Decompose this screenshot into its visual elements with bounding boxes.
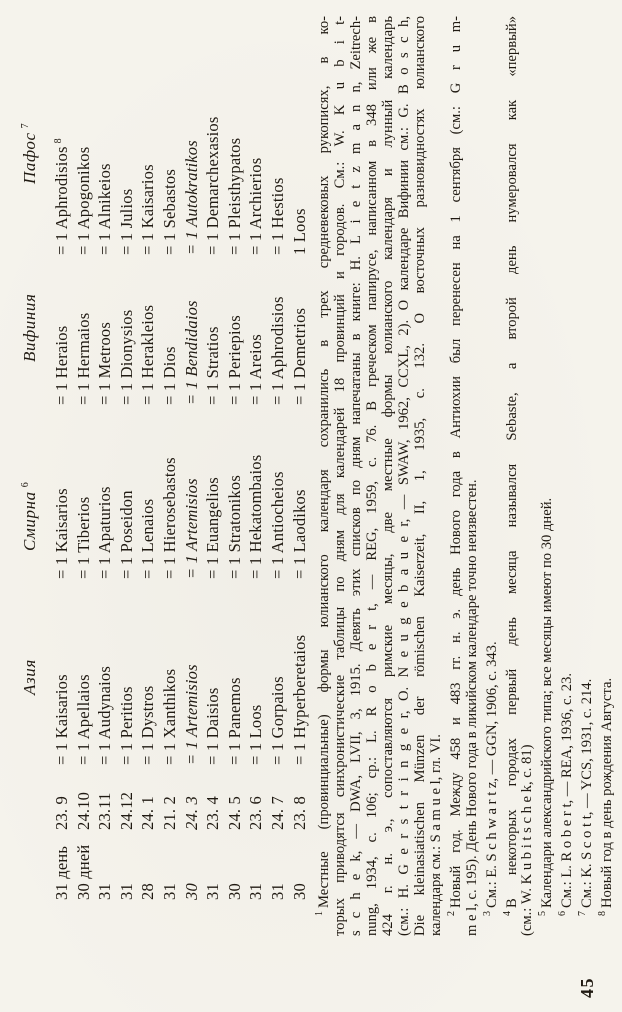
asia-month-cell: = 1 Hyperberetaios: [289, 634, 309, 765]
paphos-month-text: = 1 Archierios: [246, 157, 266, 255]
table-row: [95, 0, 117, 900]
bithynia-month-cell: = 1 Heraios: [52, 325, 71, 405]
smyrna-month-cell: = 1 Stratonikos: [224, 475, 244, 579]
asia-month-cell: = 1 Dystros: [138, 685, 158, 765]
bithynia-month-cell: = 1 Periepios: [224, 315, 244, 405]
bithynia-month-cell: = 1 Bendidaios: [181, 300, 201, 405]
smyrna-month-cell: = 1 Lenaios: [138, 498, 158, 579]
footnote-line: [480, 16, 500, 936]
footnote-text: календаря см.: S a m u e l, гл. VI.: [427, 734, 444, 936]
smyrna-month-cell: = 1 Apaturios: [95, 486, 115, 579]
column-header-asia-label: Азия: [20, 659, 39, 695]
asia-month-cell: = 1 Kaisarios: [52, 674, 71, 765]
footnote-line: [595, 16, 615, 936]
footnote-text: nung, 1934, с. 106; ср.: L. R o b e r t, — REG, 1959, с. 76. В греческом папирусе, написанном в 348 или же в: [363, 16, 380, 936]
julian-date-cell: 23. 9: [52, 796, 71, 830]
bithynia-month-cell: = 1 Aphrodisios: [267, 296, 287, 405]
calendar-concordance-table: [52, 0, 311, 900]
table-row: [290, 0, 312, 900]
paphos-month-text: = 1 Kaisarios: [138, 164, 158, 255]
footnote-line: [444, 16, 464, 936]
days-cell: 31: [246, 883, 266, 900]
table-row: [268, 0, 290, 900]
paphos-month-text: = 1 Pleisthypatos: [224, 137, 244, 255]
paphos-month-text: = 1 Apogonikos: [73, 146, 93, 255]
smyrna-month-cell: = 1 Hierosebastos: [159, 457, 179, 579]
footnote-text: См.: L. R o b e r t, — REA, 1936, с. 23.: [559, 672, 576, 908]
julian-date-cell: 21. 2: [159, 796, 179, 830]
footnote-text: В некоторых городах первый день месяца назывался Sebaste, а второй день нумеровался как «первый»: [503, 16, 520, 908]
footnote-line: [555, 16, 575, 936]
footnote-text: Die kleinasiatischen Münzen der römischen Kaiserzeit, II, 1, 1935, с. 132. О восточных разновидностях юлианского: [411, 16, 428, 936]
asia-month-cell: = 1 Xanthikos: [159, 668, 179, 765]
asia-month-cell: = 1 Apellaios: [73, 674, 93, 765]
days-cell: 31: [267, 883, 287, 900]
footnote-text: Местные (провинциальные) формы юлианского календаря сохранились в трех средневековых рукописях, в ко-: [315, 16, 332, 908]
footnote-text: См.: K. S c o t t, — YCS, 1931, с. 214.: [579, 678, 596, 908]
paphos-month-cell: [225, 0, 245, 255]
bithynia-month-cell: = 1 Stratios: [203, 326, 223, 405]
footnote-line: [500, 16, 520, 936]
footnote-text: Новый год в день рождения Августа.: [598, 677, 615, 908]
smyrna-month-cell: = 1 Laodikos: [289, 489, 309, 579]
footnote-text: (см.: H. G e r s t r i n g e r, O. N e u g e b a u e r, — SWAW, 1962, CCXL, 2). О календаре Вифинии см.: G. B o s c h,: [395, 16, 412, 936]
footnote-line: [464, 16, 480, 936]
footnote-line: [535, 16, 555, 936]
paphos-month-text: = 1 Hestios: [267, 177, 287, 255]
footnote-line: [412, 16, 428, 936]
days-cell: 31: [116, 883, 136, 900]
bithynia-month-cell: = 1 Dionysios: [116, 309, 136, 405]
paphos-month-cell: [117, 0, 137, 255]
days-cell: 31: [95, 883, 115, 900]
smyrna-month-cell: = 1 Kaisarios: [52, 488, 71, 579]
column-header-bithynia-label: Вифиния: [20, 293, 39, 362]
days-cell: 31: [159, 883, 179, 900]
footnote-number: 7: [577, 911, 589, 916]
days-cell: 31 день: [52, 845, 71, 900]
julian-date-cell: 24. 1: [138, 796, 158, 830]
paphos-month-cell: [182, 0, 202, 255]
asia-month-cell: = 1 Artemisios: [181, 664, 201, 765]
footnotes-block: [312, 16, 615, 936]
paphos-month-cell: [52, 0, 72, 255]
column-header-smyrna: [20, 482, 40, 551]
column-header-paphos: [20, 123, 40, 184]
footnote-text: m e l, с. 195). День Нового года в ликийском календаре точно неизвестен.: [463, 479, 480, 936]
footnote-number: 2: [445, 911, 457, 916]
column-header-bithynia: [20, 294, 40, 363]
paphos-month-text: = 1 Autokratikos: [181, 140, 201, 255]
days-cell: 31: [203, 883, 223, 900]
footnote-line: [396, 16, 412, 936]
paphos-footnote-ref: 8: [52, 138, 64, 144]
smyrna-month-cell: = 1 Tiberios: [73, 496, 93, 579]
smyrna-month-cell: = 1 Poseidon: [116, 490, 136, 579]
paphos-month-cell: [268, 0, 288, 255]
julian-date-cell: 23.11: [95, 792, 115, 830]
asia-month-cell: = 1 Gorpaios: [267, 676, 287, 765]
bithynia-month-cell: = 1 Herakleios: [138, 304, 158, 405]
bithynia-month-cell: = 1 Metroos: [95, 321, 115, 405]
paphos-month-cell: [74, 0, 94, 255]
footnote-number: 8: [597, 911, 609, 916]
bithynia-month-cell: = 1 Dios: [159, 346, 179, 405]
asia-month-cell: = 1 Panemos: [224, 677, 244, 765]
column-header-asia: [20, 659, 40, 695]
paphos-month-cell: [290, 0, 310, 255]
page-number: 45: [577, 977, 597, 998]
paphos-month-text: = 1 Julios: [116, 188, 136, 255]
footnote-text: s c h e k, — DWA, LVII, 3, 1915. Девять этих списков по дням напечатаны в книге: H. L i e t z m a n n, Zeitrech-: [347, 16, 364, 936]
column-header-smyrna-label: Смирна: [20, 491, 39, 551]
footnote-line: [380, 16, 396, 936]
paphos-month-text: 1 Loos: [289, 208, 309, 255]
days-cell: 30: [224, 883, 244, 900]
julian-date-cell: 23. 8: [289, 796, 309, 830]
footnote-text: 424 г. н. э., сопоставляются римские месяцы, две местные формы юлианского календаря и лунный календарь: [379, 16, 396, 936]
footnote-line: [519, 16, 535, 936]
paphos-month-cell: [203, 0, 223, 255]
days-cell: 30: [289, 883, 309, 900]
julian-date-cell: 24. 5: [224, 796, 244, 830]
column-header-paphos-label: Пафос: [20, 132, 39, 184]
julian-date-cell: 23. 6: [246, 796, 266, 830]
table-row: [74, 0, 96, 900]
footnote-number: 4: [501, 911, 513, 916]
footnote-text: Новый год. Между 458 и 483 гг. н. э. день Нового года в Антиохии был перенесен на 1 сентября (см.: G r u m-: [447, 16, 464, 908]
footnote-line: [575, 16, 595, 936]
asia-month-cell: = 1 Audynaios: [95, 666, 115, 765]
footnote-text: (см.: W. K u b i t s c h e k, с. 81): [519, 744, 536, 936]
asia-month-cell: = 1 Loos: [246, 704, 266, 765]
table-row: [225, 0, 247, 900]
days-cell: 30 дней: [73, 844, 93, 900]
smyrna-month-cell: = 1 Euangelios: [203, 477, 223, 579]
table-row: [160, 0, 182, 900]
table-row: [52, 0, 74, 900]
footnote-number: 6: [557, 911, 569, 916]
table-row: [138, 0, 160, 900]
footnote-line: [312, 16, 332, 936]
footnote-number: 3: [481, 911, 493, 916]
paphos-month-cell: [95, 0, 115, 255]
julian-date-cell: 24.12: [116, 791, 136, 830]
footnote-line: [428, 16, 444, 936]
table-row: [203, 0, 225, 900]
column-header-paphos-footnote-ref: 7: [20, 123, 32, 129]
smyrna-month-cell: = 1 Antiocheios: [267, 471, 287, 579]
paphos-month-cell: [138, 0, 158, 255]
table-row-italic: [182, 0, 204, 900]
footnote-text: См.: E. S c h w a r t z, — GGN, 1906, с. 343.: [483, 641, 500, 908]
asia-month-cell: = 1 Peritios: [116, 686, 136, 765]
asia-month-cell: = 1 Daisios: [203, 687, 223, 765]
footnote-text: Календари александрийского типа; все месяцы имеют по 30 дней.: [539, 497, 556, 908]
bithynia-month-cell: = 1 Demetrios: [289, 307, 309, 405]
julian-date-cell: 24. 7: [267, 796, 287, 830]
column-header-smyrna-footnote-ref: 6: [20, 482, 32, 488]
julian-date-cell: 23. 4: [203, 796, 223, 830]
days-cell: 28: [138, 883, 158, 900]
table-row: [117, 0, 139, 900]
paphos-month-text: = 1 Sebastos: [159, 169, 179, 255]
footnote-number: 1: [314, 911, 325, 916]
julian-date-cell: 24.10: [73, 791, 93, 830]
paphos-month-text: = 1 Demarchexasios: [203, 116, 223, 255]
smyrna-month-cell: = 1 Hekatombaios: [246, 454, 266, 579]
bithynia-month-cell: = 1 Hermaios: [73, 312, 93, 405]
paphos-month-text: = 1 Aphrodisios: [52, 146, 71, 255]
julian-date-cell: 24. 3: [181, 796, 201, 830]
footnote-line: [348, 16, 364, 936]
paphos-month-text: = 1 Alnikeios: [95, 163, 115, 255]
table-row: [246, 0, 268, 900]
footnote-text: торых приводятся синхронистические таблицы по дням для календарей 18 провинций и городов. См.: W. K u b i t-: [331, 16, 348, 936]
paphos-month-cell: [246, 0, 266, 255]
smyrna-month-cell: = 1 Artemisios: [181, 478, 201, 579]
bithynia-month-cell: = 1 Areios: [246, 334, 266, 405]
footnote-line: [332, 16, 348, 936]
days-cell: 30: [181, 883, 201, 900]
footnote-line: [364, 16, 380, 936]
paphos-month-cell: [160, 0, 180, 255]
footnote-number: 5: [537, 911, 549, 916]
